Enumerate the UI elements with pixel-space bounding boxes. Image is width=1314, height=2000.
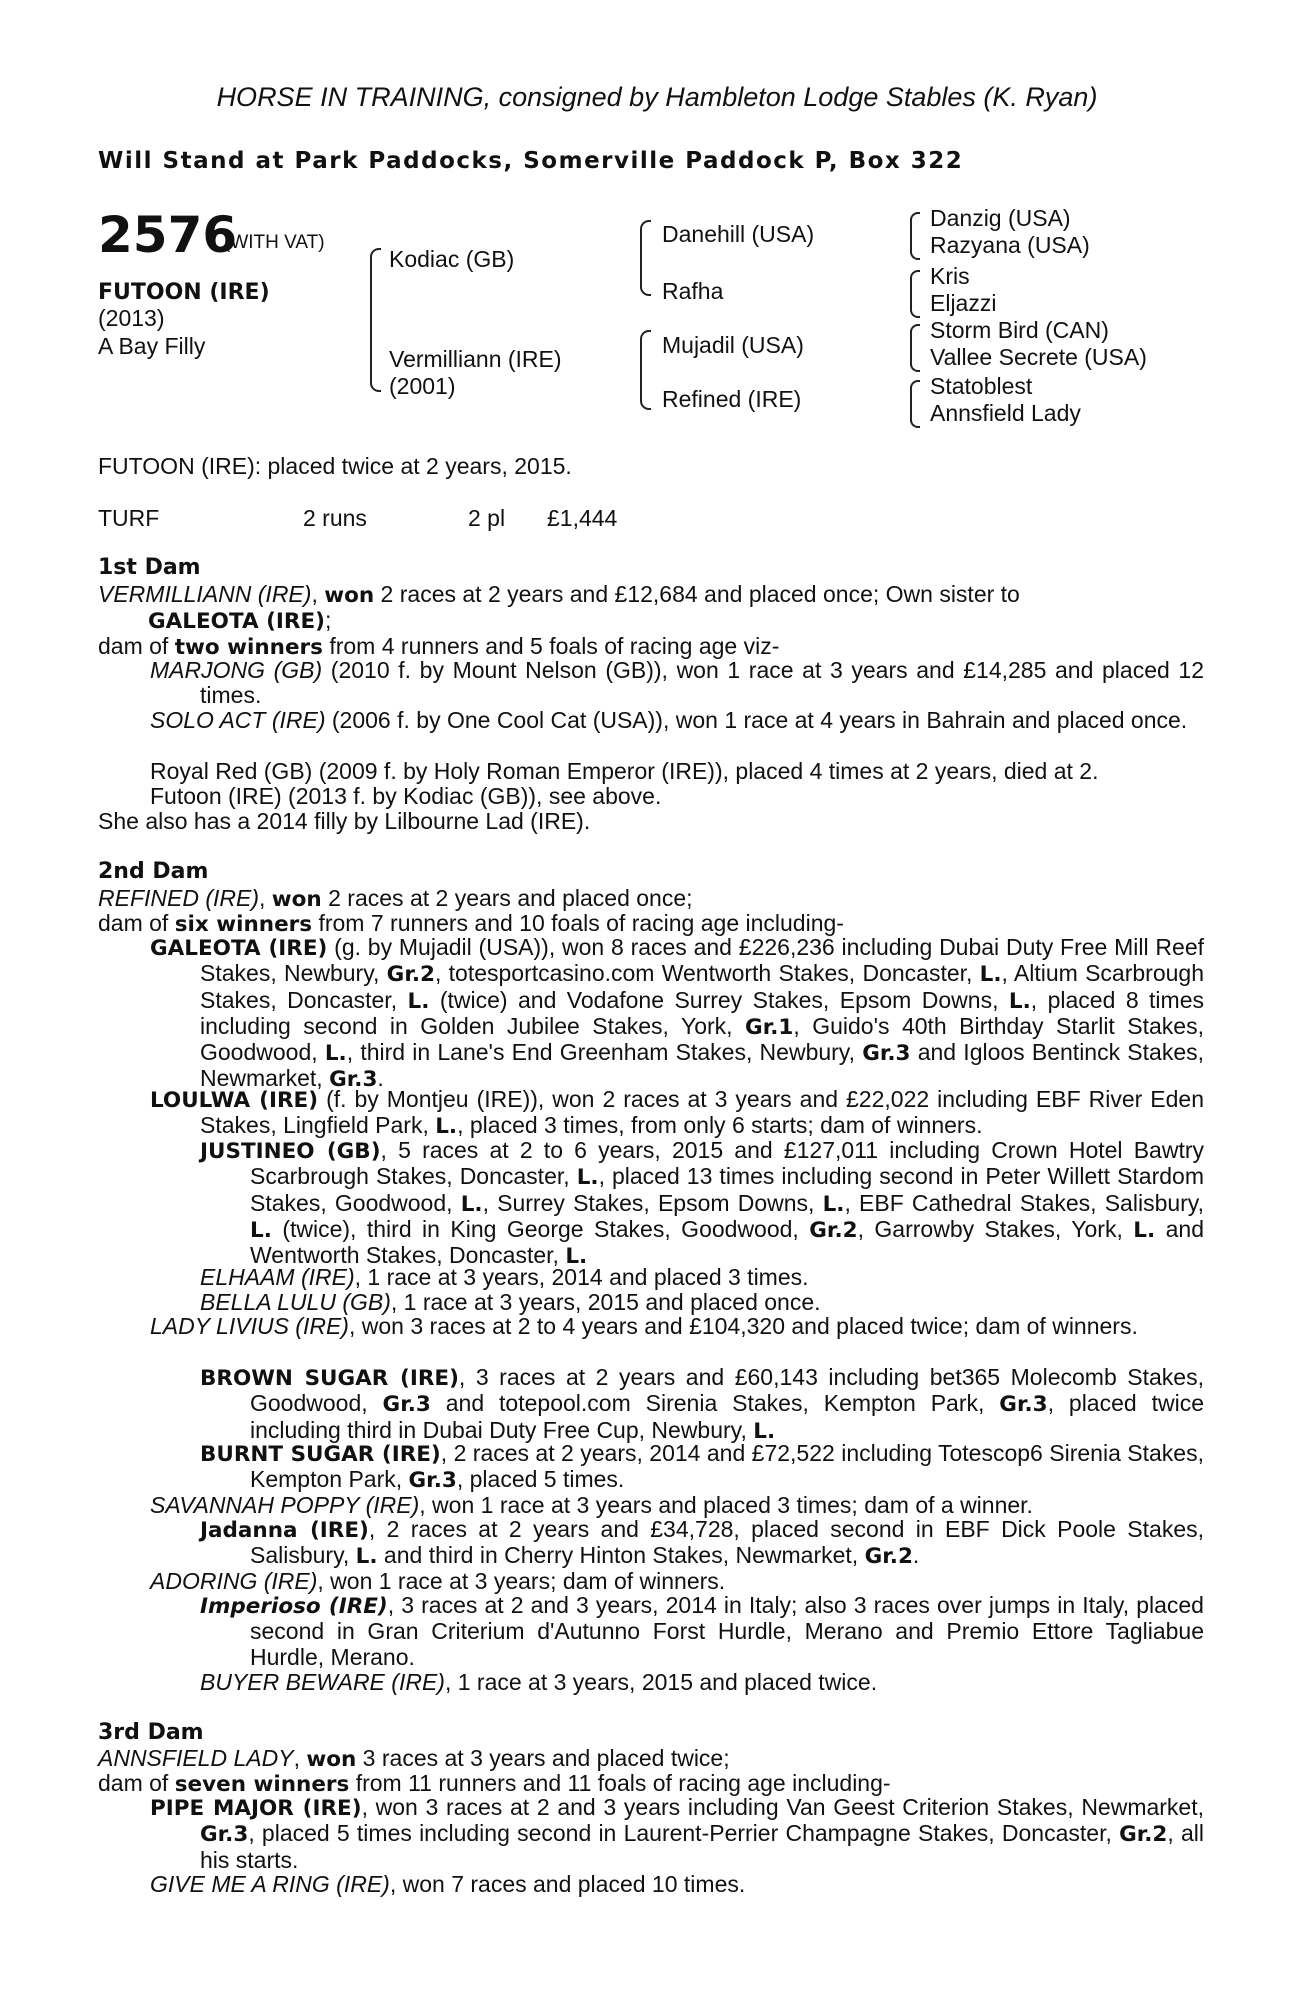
dam-year: (2001) <box>389 373 456 399</box>
ggs-2: Kris <box>930 263 970 289</box>
first-dam-heading: 1st Dam <box>98 555 201 580</box>
produce-lady-livius: LADY LIVIUS (IRE), won 3 races at 2 to 4 years and £104,320 and placed twice; dam of winners. <box>150 1313 1138 1339</box>
sire-sire: Danehill (USA) <box>662 221 815 247</box>
produce-burnt-sugar: BURNT SUGAR (IRE), 2 races at 2 years, 2014 and £72,522 including Totescop6 Sirenia Stakes, Kempton Park, Gr.3, placed 5 times. <box>200 1440 1204 1494</box>
second-dam-produce: dam of six winners from 7 runners and 10 foals of racing age including- <box>98 910 844 937</box>
produce-imperioso: Imperioso (IRE), 3 races at 2 and 3 years, 2014 in Italy; also 3 races over jumps in Italy, placed second in Gran Criterium d'Autunno Forst Hurdle, Merano and Premio Ettore Tagliabue Hurdle, Merano. <box>200 1592 1204 1670</box>
page-title: HORSE IN TRAINING, consigned by Hambleton Lodge Stables (K. Ryan) <box>216 82 1098 112</box>
ggd-1: Razyana (USA) <box>930 232 1090 258</box>
pedigree-brace <box>910 380 920 428</box>
lot-number: 2576 <box>98 206 238 264</box>
third-dam-record: ANNSFIELD LADY, won 3 races at 3 years and placed twice; <box>98 1745 730 1772</box>
ggd-4: Annsfield Lady <box>930 400 1081 426</box>
ggs-4: Statoblest <box>930 373 1033 399</box>
produce-brown-sugar: BROWN SUGAR (IRE), 3 races at 2 years and £60,143 including bet365 Molecomb Stakes, Goodwood, Gr.3 and totepool.com Sirenia Stakes, Kempton Park, Gr.3, placed twice including third in Dubai Duty Free Cup, Newbury, L. <box>200 1364 1204 1444</box>
produce-solo-act: SOLO ACT (IRE) (2006 f. by One Cool Cat (USA)), won 1 race at 4 years in Bahrain and placed once. <box>150 707 1188 733</box>
dam-dam: Refined (IRE) <box>662 386 802 412</box>
record-placed: 2 pl <box>468 505 506 531</box>
record-earnings: £1,444 <box>547 505 618 531</box>
produce-adoring: ADORING (IRE), won 1 race at 3 years; dam of winners. <box>150 1568 726 1594</box>
horse-description: A Bay Filly <box>98 333 206 359</box>
first-dam-produce: dam of two winners from 4 runners and 5 foals of racing age viz- <box>98 633 780 660</box>
horse-name: FUTOON (IRE) <box>98 280 270 305</box>
record-surface: TURF <box>98 505 160 531</box>
produce-futoon: Futoon (IRE) (2013 f. by Kodiac (GB)), see above. <box>150 783 662 809</box>
ggs-1: Danzig (USA) <box>930 205 1071 231</box>
pedigree-brace <box>910 324 920 372</box>
produce-jadanna: Jadanna (IRE), 2 races at 2 years and £34,728, placed second in EBF Dick Poole Stakes, Salisbury, L. and third in Cherry Hinton Stakes, Newmarket, Gr.2. <box>200 1516 1205 1570</box>
produce-note: She also has a 2014 filly by Lilbourne Lad (IRE). <box>98 808 591 834</box>
produce-elhaam: ELHAAM (IRE), 1 race at 3 years, 2014 and placed 3 times. <box>200 1264 809 1290</box>
pedigree-brace <box>640 330 651 410</box>
produce-buyer-beware: BUYER BEWARE (IRE), 1 race at 3 years, 2015 and placed twice. <box>200 1669 878 1695</box>
summary-line: FUTOON (IRE): placed twice at 2 years, 2015. <box>98 453 572 479</box>
dam-sire: Mujadil (USA) <box>662 332 804 358</box>
produce-justineo: JUSTINEO (GB), 5 races at 2 to 6 years, 2015 and £127,011 including Crown Hotel Bawtry Scarbrough Stakes, Doncaster, L., placed 13 times including second in Peter Willett Stardom Stakes, Goodwood, L., Surrey Stakes, Epsom Downs, L., EBF Cathedral Stakes, Salisbury, L. (twice), third in King George Stakes, Goodwood, Gr.2, Garrowby Stakes, York, L. and Wentworth Stakes, Doncaster, L. <box>200 1137 1204 1270</box>
produce-loulwa: LOULWA (IRE) (f. by Montjeu (IRE)), won 2 races at 3 years and £22,022 including EBF River Eden Stakes, Lingfield Park, L., placed 3 times, from only 6 starts; dam of winners. <box>150 1086 1205 1140</box>
sire-dam: Rafha <box>662 278 724 304</box>
produce-savannah-poppy: SAVANNAH POPPY (IRE), won 1 race at 3 years and placed 3 times; dam of a winner. <box>150 1492 1033 1518</box>
vat-note: (WITH VAT) <box>224 232 325 253</box>
pedigree-brace <box>370 248 381 392</box>
produce-pipe-major: PIPE MAJOR (IRE), won 3 races at 2 and 3 years including Van Geest Criterion Stakes, Newmarket, Gr.3, placed 5 times including second in Laurent-Perrier Champagne Stakes, Doncaster, Gr.2, all his starts. <box>150 1794 1205 1873</box>
third-dam-produce: dam of seven winners from 11 runners and 11 foals of racing age including- <box>98 1770 891 1797</box>
produce-bella-lulu: BELLA LULU (GB), 1 race at 3 years, 2015 and placed once. <box>200 1289 821 1315</box>
second-dam-heading: 2nd Dam <box>98 859 209 884</box>
third-dam-heading: 3rd Dam <box>98 1720 204 1745</box>
dam: Vermilliann (IRE) <box>389 346 562 372</box>
produce-marjong: MARJONG (GB) (2010 f. by Mount Nelson (GB)), won 1 race at 3 years and £14,285 and placed 12 times. <box>150 657 1204 708</box>
produce-give-me-a-ring: GIVE ME A RING (IRE), won 7 races and placed 10 times. <box>150 1871 746 1897</box>
stand-location: Will Stand at Park Paddocks, Somerville Paddock P, Box 322 <box>98 148 964 174</box>
pedigree-brace <box>910 270 920 318</box>
ggs-3: Storm Bird (CAN) <box>930 317 1109 343</box>
ggd-3: Vallee Secrete (USA) <box>930 344 1147 370</box>
first-dam-record: VERMILLIANN (IRE), won 2 races at 2 years and £12,684 and placed once; Own sister to GALEOTA (IRE); <box>98 581 1020 634</box>
pedigree-brace <box>640 220 651 296</box>
second-dam-record: REFINED (IRE), won 2 races at 2 years and placed once; <box>98 885 693 912</box>
pedigree-brace <box>910 212 920 260</box>
sire: Kodiac (GB) <box>389 246 515 272</box>
produce-royal-red: Royal Red (GB) (2009 f. by Holy Roman Emperor (IRE)), placed 4 times at 2 years, died at 2. <box>150 758 1099 784</box>
produce-galeota: GALEOTA (IRE) (g. by Mujadil (USA)), won 8 races and £226,236 including Dubai Duty Free Mill Reef Stakes, Newbury, Gr.2, totesportcasino.com Wentworth Stakes, Doncaster, L., Altium Scarbrough Stakes, Doncaster, L. (twice) and Vodafone Surrey Stakes, Epsom Downs, L., placed 8 times including second in Golden Jubilee Stakes, York, Gr.1, Guido's 40th Birthday Starlit Stakes, Goodwood, L., third in Lane's End Greenham Stakes, Newbury, Gr.3 and Igloos Bentinck Stakes, Newmarket, Gr.3. <box>150 934 1205 1093</box>
foaling-year: (2013) <box>98 305 165 331</box>
record-runs: 2 runs <box>303 505 367 531</box>
ggd-2: Eljazzi <box>930 290 997 316</box>
